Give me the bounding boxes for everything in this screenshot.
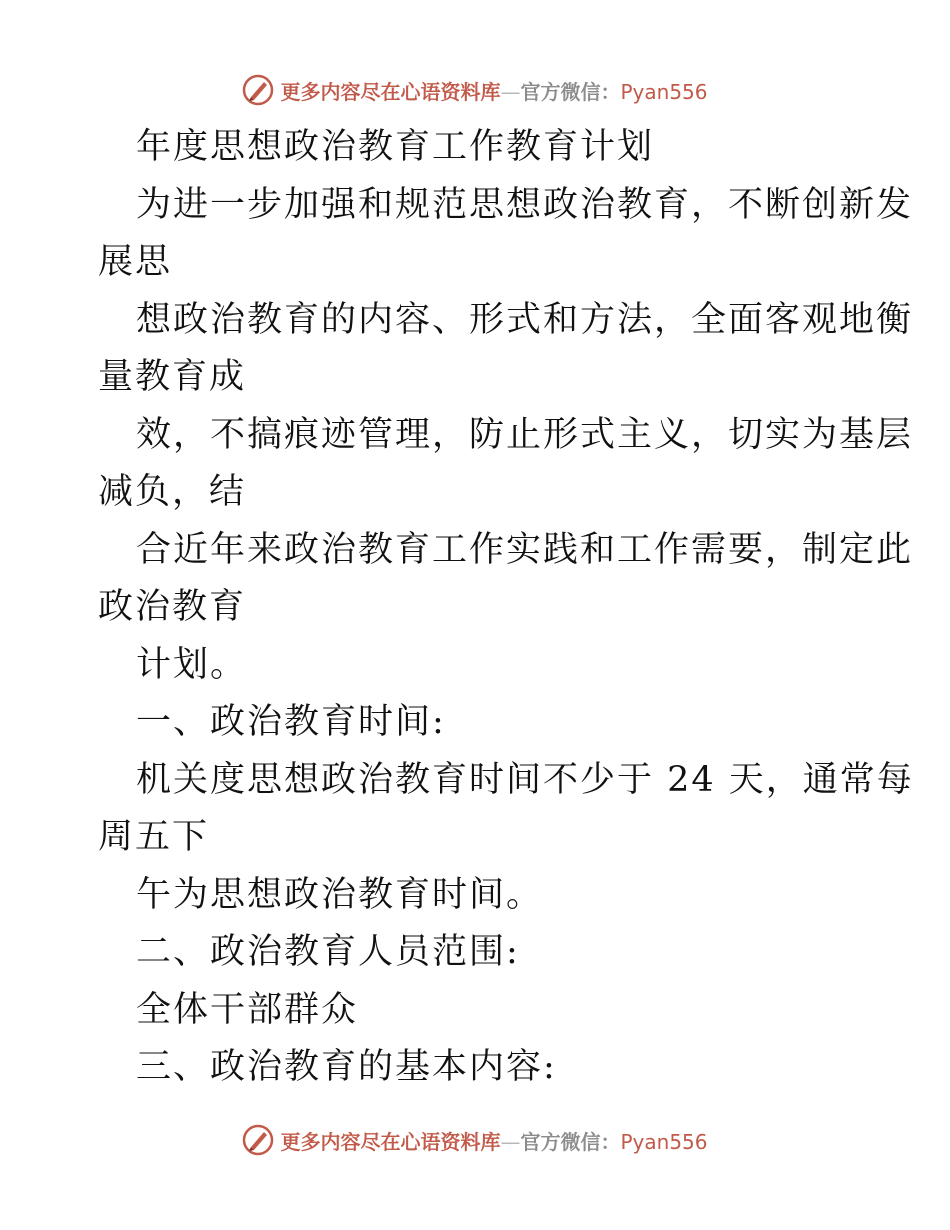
header-brand-text: 更多内容尽在心语资料库 xyxy=(280,79,501,104)
paragraph-line: 全体干部群众 xyxy=(136,989,359,1030)
paragraph-line: 合近年来政治教育工作实践和工作需要，制定此 xyxy=(136,529,914,570)
paragraph-line: 机关度思想政治教育时间不少于 24 天，通常每 xyxy=(136,759,914,800)
paragraph-line: 午为思想政治教育时间。 xyxy=(136,874,544,915)
header-banner-text xyxy=(280,76,707,105)
paragraph-line: 计划。 xyxy=(136,644,248,685)
paragraph-line: 想政治教育的内容、形式和方法，全面客观地衡 xyxy=(136,299,914,340)
footer-wechat-label: 官方微信： xyxy=(520,1129,621,1154)
section-heading: 一、政治教育时间: xyxy=(136,702,446,742)
header-wechat-id: Pyan556 xyxy=(620,79,708,104)
paragraph-line: 量教育成 xyxy=(98,357,247,397)
pen-logo-icon xyxy=(242,1124,274,1156)
document-title: 年度思想政治教育工作教育计划 xyxy=(136,127,655,167)
header-wechat-label: 官方微信： xyxy=(520,79,621,104)
paragraph-line: 政治教育 xyxy=(98,587,247,627)
paragraph-line: 展思 xyxy=(98,242,173,282)
header-separator: — xyxy=(500,79,521,104)
section-heading: 三、政治教育的基本内容: xyxy=(136,1047,557,1087)
footer-brand-text: 更多内容尽在心语资料库 xyxy=(280,1129,501,1154)
header-watermark-banner xyxy=(0,70,950,110)
section-heading: 二、政治教育人员范围: xyxy=(136,932,520,972)
document-body xyxy=(98,119,914,1097)
paragraph-line: 周五下 xyxy=(98,817,210,857)
paragraph-line: 为进一步加强和规范思想政治教育，不断创新发 xyxy=(136,184,914,225)
paragraph-line: 减负，结 xyxy=(98,472,247,512)
footer-wechat-id: Pyan556 xyxy=(620,1129,708,1154)
pen-logo-icon xyxy=(242,74,274,106)
paragraph-line: 效，不搞痕迹管理，防止形式主义，切实为基层 xyxy=(136,414,914,455)
footer-banner-text xyxy=(280,1126,707,1155)
footer-separator: — xyxy=(500,1129,521,1154)
footer-watermark-banner xyxy=(0,1120,950,1160)
